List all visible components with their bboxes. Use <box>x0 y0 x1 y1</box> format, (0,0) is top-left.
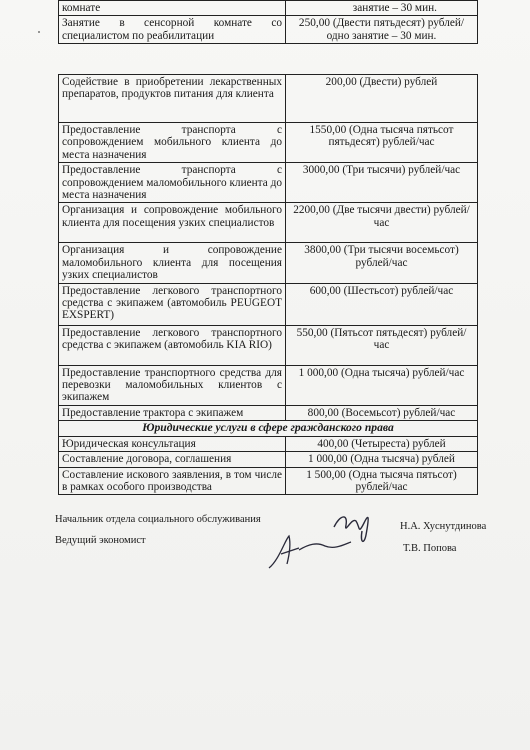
position-economist-label: Ведущий экономист <box>55 535 146 546</box>
table-row <box>59 325 478 365</box>
table-row <box>59 436 478 451</box>
service-cell: Занятие в сенсорной комнате со специалистом по реабилитации <box>59 16 286 44</box>
price-cell: 600,00 (Шестьсот) рублей/час <box>286 283 478 325</box>
service-cell: комнате <box>59 1 286 16</box>
service-cell: Предоставление транспорта с сопровождением мобильного клиента до места назначения <box>59 123 286 163</box>
service-cell: Составление искового заявления, в том числе в рамках особого производства <box>59 467 286 495</box>
service-cell: Предоставление транспортного средства для перевозки маломобильных клиентов с экипажем <box>59 365 286 405</box>
price-cell: 3000,00 (Три тысячи) рублей/час <box>286 163 478 203</box>
table-row <box>59 163 478 203</box>
table-row <box>59 16 478 44</box>
table-row <box>59 405 478 420</box>
price-cell: 1 500,00 (Одна тысяча пятьсот) рублей/час <box>286 467 478 495</box>
signature-economist <box>265 530 355 575</box>
service-cell: Предоставление легкового транспортного средства с экипажем (автомобиль KIA RIO) <box>59 325 286 365</box>
service-cell: Предоставление трактора с экипажем <box>59 405 286 420</box>
position-head-label: Начальник отдела социального обслуживания <box>55 514 261 525</box>
price-cell: занятие – 30 мин. <box>286 1 478 16</box>
table-row <box>59 75 478 123</box>
price-cell: 400,00 (Четыреста) рублей <box>286 436 478 451</box>
table-row <box>59 452 478 467</box>
price-cell: 2200,00 (Две тысячи двести) рублей/час <box>286 203 478 243</box>
service-cell: Предоставление транспорта с сопровождением маломобильного клиента до места назначения <box>59 163 286 203</box>
price-cell: 550,00 (Пятьсот пятьдесят) рублей/час <box>286 325 478 365</box>
table-row <box>59 467 478 495</box>
service-cell: Организация и сопровождение мобильного клиента для посещения узких специалистов <box>59 203 286 243</box>
scan-speck <box>38 31 40 33</box>
table-row <box>59 243 478 283</box>
price-cell: 1550,00 (Одна тысяча пятьсот пятьдесят) рублей/час <box>286 123 478 163</box>
price-cell: 250,00 (Двести пятьдесят) рублей/одно занятие – 30 мин. <box>286 16 478 44</box>
name-head-label: Н.А. Хуснутдинова <box>400 521 487 532</box>
table-row <box>59 283 478 325</box>
service-cell: Юридическая консультация <box>59 436 286 451</box>
service-cell: Составление договора, соглашения <box>59 452 286 467</box>
price-cell: 3800,00 (Три тысячи восемьсот) рублей/час <box>286 243 478 283</box>
top-table <box>58 0 478 44</box>
service-cell: Предоставление легкового транспортного средства с экипажем (автомобиль PEUGEOT EXSPERT) <box>59 283 286 325</box>
section-title: Юридические услуги в сфере гражданского права <box>59 421 478 436</box>
table-row <box>59 1 478 16</box>
price-cell: 800,00 (Восемьсот) рублей/час <box>286 405 478 420</box>
table-row <box>59 123 478 163</box>
table-row <box>59 203 478 243</box>
price-cell: 1 000,00 (Одна тысяча) рублей/час <box>286 365 478 405</box>
service-cell: Организация и сопровождение маломобильного клиента для посещения узких специалистов <box>59 243 286 283</box>
price-cell: 1 000,00 (Одна тысяча) рублей <box>286 452 478 467</box>
service-cell: Содействие в приобретении лекарственных препаратов, продуктов питания для клиента <box>59 75 286 123</box>
table-row <box>59 365 478 405</box>
section-header-row <box>59 421 478 436</box>
name-economist-label: Т.В. Попова <box>403 543 457 554</box>
price-cell: 200,00 (Двести) рублей <box>286 75 478 123</box>
services-table <box>58 74 478 495</box>
